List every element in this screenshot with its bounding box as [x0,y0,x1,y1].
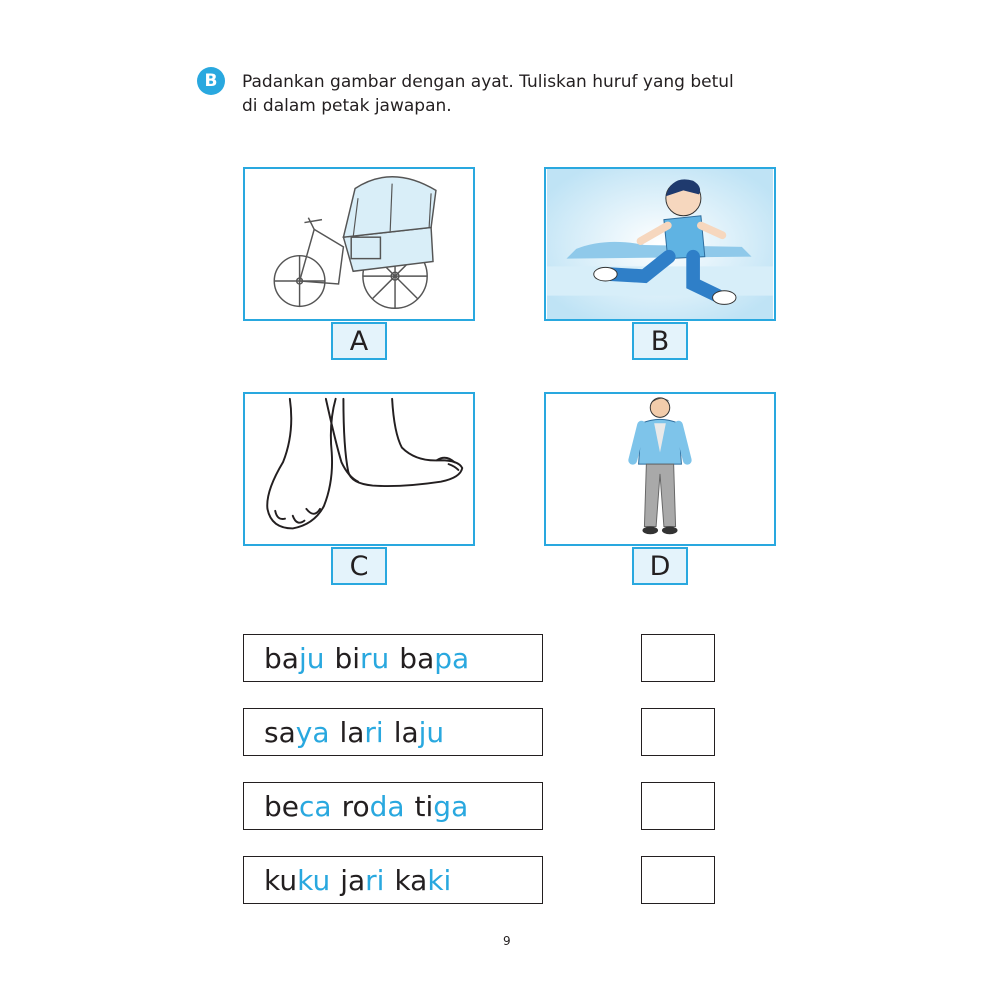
feet-icon [245,394,473,544]
word: beca [264,789,332,823]
standing-man-icon [546,394,774,544]
picture-c-label: C [331,547,387,585]
word: kaki [394,863,452,897]
word: kuku [264,863,331,897]
word: baju [264,641,325,675]
picture-b-frame [544,167,776,321]
instruction-text [242,70,782,118]
picture-d-label: D [632,547,688,585]
page-number: 9 [503,934,511,948]
section-badge: B [197,67,225,95]
answer-box-1[interactable] [641,634,715,682]
word: saya [264,715,330,749]
picture-a-frame [243,167,475,321]
word: biru [334,641,390,675]
running-boy-icon [546,169,774,319]
sentence-box-1 [243,634,543,682]
picture-a-label: A [331,322,387,360]
instruction-line-1: Padankan gambar dengan ayat. Tuliskan huruf yang betul [242,72,734,92]
picture-b-label: B [632,322,688,360]
word: tiga [414,789,469,823]
word: lari [339,715,384,749]
instruction-line-2: di dalam petak jawapan. [242,96,452,116]
trishaw-icon [245,169,473,319]
picture-c-frame [243,392,475,546]
word: laju [393,715,445,749]
word: jari [340,863,385,897]
word: roda [341,789,405,823]
sentence-box-4 [243,856,543,904]
sentence-box-3 [243,782,543,830]
picture-d-frame [544,392,776,546]
word: bapa [399,641,470,675]
answer-box-2[interactable] [641,708,715,756]
answer-box-3[interactable] [641,782,715,830]
sentence-box-2 [243,708,543,756]
answer-box-4[interactable] [641,856,715,904]
